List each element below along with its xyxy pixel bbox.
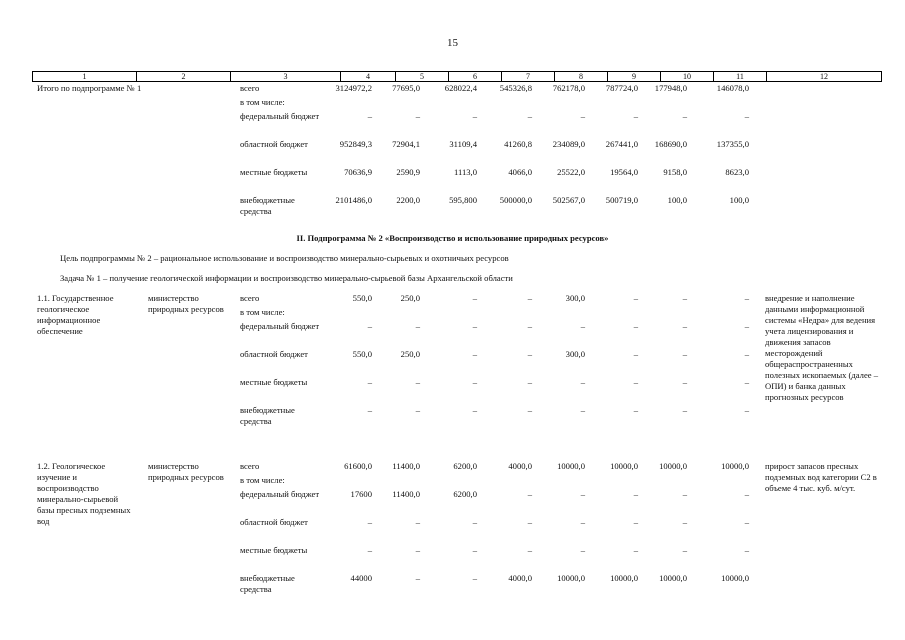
funding-value: 8623,0 [725, 167, 749, 177]
column-number: 1 [33, 72, 137, 81]
funding-value: – [744, 293, 749, 303]
column-number-header [32, 71, 882, 82]
funding-value: – [744, 517, 749, 527]
funding-value: – [367, 377, 372, 387]
funding-value: – [682, 349, 687, 359]
funding-value: – [744, 489, 749, 499]
funding-value: – [367, 517, 372, 527]
funding-value: 10000,0 [557, 573, 585, 583]
funding-value: – [527, 405, 532, 415]
column-number: 7 [502, 72, 555, 81]
funding-value: – [415, 321, 420, 331]
funding-value: 787724,0 [605, 83, 638, 93]
section-title: II. Подпрограмма № 2 «Воспроизводство и использование природных ресурсов» [296, 233, 609, 243]
column-number: 2 [137, 72, 231, 81]
funding-value: 10000,0 [721, 573, 749, 583]
funding-value: 2200,0 [396, 195, 420, 205]
funding-value: 628022,4 [444, 83, 477, 93]
expected-result: прирост запасов пресных подземных вод категории С2 в объеме 4 тыс. куб. м/сут. [765, 461, 877, 493]
funding-source-label: местные бюджеты [240, 545, 308, 555]
column-number: 9 [608, 72, 661, 81]
funding-value: – [472, 293, 477, 303]
funding-value: 250,0 [400, 293, 420, 303]
column-number: 6 [449, 72, 502, 81]
funding-value: – [472, 377, 477, 387]
funding-source-label: федеральный бюджет [240, 111, 320, 121]
measure-name: 1.2. Геологическое изучение и воспроизводство минерально-сырьевой базы пресных подземных вод [37, 461, 131, 526]
funding-value: – [527, 321, 532, 331]
funding-value: 952849,3 [339, 139, 372, 149]
funding-value: – [472, 545, 477, 555]
funding-value: – [682, 377, 687, 387]
funding-value: – [472, 517, 477, 527]
funding-value: – [633, 321, 638, 331]
funding-value: 10000,0 [721, 461, 749, 471]
funding-value: – [367, 111, 372, 121]
funding-value: 250,0 [400, 349, 420, 359]
total-label: Итого по подпрограмме № 1 [37, 83, 142, 93]
funding-value: 137355,0 [716, 139, 749, 149]
column-number: 3 [231, 72, 341, 81]
funding-value: 9158,0 [663, 167, 687, 177]
funding-value: 267441,0 [605, 139, 638, 149]
funding-value: 10000,0 [610, 573, 638, 583]
funding-value: 4000,0 [508, 461, 532, 471]
funding-value: – [580, 377, 585, 387]
funding-value: – [580, 111, 585, 121]
column-number: 4 [341, 72, 396, 81]
funding-value: 550,0 [352, 349, 372, 359]
funding-value: – [633, 293, 638, 303]
funding-value: 545326,8 [499, 83, 532, 93]
funding-value: – [367, 405, 372, 415]
funding-value: – [367, 545, 372, 555]
funding-value: – [744, 321, 749, 331]
funding-value: – [580, 517, 585, 527]
funding-value: – [633, 545, 638, 555]
funding-value: – [744, 349, 749, 359]
funding-source-label: всего [240, 293, 260, 303]
funding-value: 1113,0 [454, 167, 477, 177]
funding-value: 300,0 [565, 349, 585, 359]
funding-value: – [633, 405, 638, 415]
column-number: 11 [714, 72, 767, 81]
funding-value: – [472, 321, 477, 331]
funding-value: 2101486,0 [335, 195, 372, 205]
funding-value: – [527, 293, 532, 303]
funding-value: – [580, 321, 585, 331]
funding-source-label: областной бюджет [240, 517, 308, 527]
funding-value: 300,0 [565, 293, 585, 303]
funding-value: 10000,0 [659, 573, 687, 583]
funding-value: – [527, 489, 532, 499]
funding-source-label: внебюджетные средства [240, 195, 295, 216]
funding-value: – [415, 545, 420, 555]
subprogram-goal: Цель подпрограммы № 2 – рациональное использование и воспроизводство минерально-сырьевых и охотничьих ресурсов [60, 253, 509, 263]
funding-value: – [633, 489, 638, 499]
funding-source-label: внебюджетные средства [240, 573, 295, 594]
funding-value: 10000,0 [557, 461, 585, 471]
funding-value: – [682, 293, 687, 303]
funding-value: 502567,0 [552, 195, 585, 205]
funding-value: – [527, 349, 532, 359]
funding-value: – [744, 377, 749, 387]
responsible-executor: министерство природных ресурсов [148, 293, 224, 314]
funding-value: 4066,0 [508, 167, 532, 177]
funding-value: – [527, 545, 532, 555]
funding-value: 146078,0 [716, 83, 749, 93]
funding-value: – [415, 111, 420, 121]
funding-source-label: федеральный бюджет [240, 321, 320, 331]
funding-value: 168690,0 [654, 139, 687, 149]
funding-source-label: внебюджетные средства [240, 405, 295, 426]
funding-value: 11400,0 [392, 461, 420, 471]
funding-value: – [682, 321, 687, 331]
funding-value: 2590,9 [396, 167, 420, 177]
funding-value: 100,0 [667, 195, 687, 205]
funding-value: – [682, 545, 687, 555]
column-number: 5 [396, 72, 449, 81]
funding-value: 500719,0 [605, 195, 638, 205]
funding-value: – [472, 573, 477, 583]
funding-value: – [744, 545, 749, 555]
funding-value: – [527, 377, 532, 387]
funding-value: – [472, 111, 477, 121]
funding-value: 6200,0 [453, 489, 477, 499]
funding-value: 72904,1 [392, 139, 420, 149]
funding-source-label: всего [240, 461, 260, 471]
funding-source-label: в том числе: [240, 475, 285, 485]
subprogram-task: Задача № 1 – получение геологической информации и воспроизводство минерально-сырьевой базы Архангельской области [60, 273, 513, 283]
column-number: 12 [820, 72, 828, 81]
funding-value: – [367, 321, 372, 331]
funding-value: 100,0 [729, 195, 749, 205]
funding-value: 31109,4 [449, 139, 477, 149]
funding-value: 44000 [350, 573, 372, 583]
funding-source-label: областной бюджет [240, 139, 308, 149]
funding-value: – [682, 517, 687, 527]
funding-value: – [472, 405, 477, 415]
funding-value: – [527, 517, 532, 527]
funding-value: – [633, 111, 638, 121]
funding-value: 500000,0 [499, 195, 532, 205]
funding-value: 10000,0 [610, 461, 638, 471]
funding-value: 10000,0 [659, 461, 687, 471]
funding-value: – [580, 405, 585, 415]
column-number: 10 [661, 72, 714, 81]
measure-name: 1.1. Государственное геологическое информационное обеспечение [37, 293, 114, 336]
funding-value: – [744, 111, 749, 121]
funding-source-label: всего [240, 83, 260, 93]
funding-value: 61600,0 [344, 461, 372, 471]
funding-value: – [682, 405, 687, 415]
funding-value: – [633, 349, 638, 359]
column-number: 8 [555, 72, 608, 81]
funding-value: – [580, 489, 585, 499]
funding-value: – [472, 349, 477, 359]
funding-source-label: федеральный бюджет [240, 489, 320, 499]
funding-value: – [682, 489, 687, 499]
funding-value: 11400,0 [392, 489, 420, 499]
funding-source-label: в том числе: [240, 97, 285, 107]
funding-value: 17600 [350, 489, 372, 499]
funding-value: 550,0 [352, 293, 372, 303]
funding-source-label: областной бюджет [240, 349, 308, 359]
funding-value: – [415, 405, 420, 415]
funding-value: 19564,0 [610, 167, 638, 177]
funding-value: 762178,0 [552, 83, 585, 93]
funding-source-label: местные бюджеты [240, 167, 308, 177]
funding-value: 4000,0 [508, 573, 532, 583]
funding-value: 595,800 [449, 195, 477, 205]
funding-value: – [633, 517, 638, 527]
page-number: 15 [447, 37, 458, 49]
funding-value: – [744, 405, 749, 415]
funding-value: 41260,8 [504, 139, 532, 149]
funding-value: 70636,9 [344, 167, 372, 177]
funding-source-label: местные бюджеты [240, 377, 308, 387]
funding-source-label: в том числе: [240, 307, 285, 317]
funding-value: – [580, 545, 585, 555]
funding-value: – [415, 517, 420, 527]
funding-value: 177948,0 [654, 83, 687, 93]
funding-value: 6200,0 [453, 461, 477, 471]
funding-value: 77695,0 [392, 83, 420, 93]
funding-value: 234089,0 [552, 139, 585, 149]
funding-value: – [633, 377, 638, 387]
expected-result: внедрение и наполнение данными информационной системы «Недра» для ведения учета лицензирования и движения запасов месторождений общераспространенных полезных ископаемых (далее – ОПИ) и банка данных прогнозных ресурсов [765, 293, 879, 402]
funding-value: – [682, 111, 687, 121]
funding-value: 3124972,2 [335, 83, 372, 93]
funding-value: – [415, 573, 420, 583]
funding-value: – [415, 377, 420, 387]
responsible-executor: министерство природных ресурсов [148, 461, 224, 482]
funding-value: 25522,0 [557, 167, 585, 177]
funding-value: – [527, 111, 532, 121]
